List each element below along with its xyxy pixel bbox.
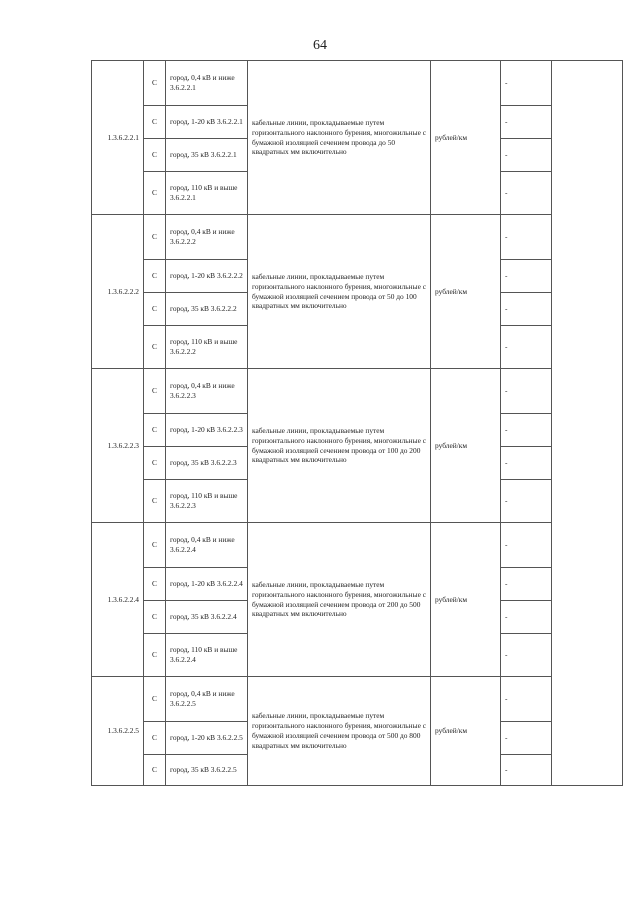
rate-value: - [501,326,552,369]
category-mark: С [144,568,166,601]
category-mark: С [144,293,166,326]
voltage-category: город, 1-20 кВ 3.6.2.2.1 [166,106,248,139]
rate-value: - [501,414,552,447]
rate-value: - [501,260,552,293]
rate-value: - [501,677,552,722]
category-mark: С [144,172,166,215]
category-mark: С [144,634,166,677]
page-number: 64 [313,38,327,53]
cable-description: кабельные линии, прокладываемые путем горизонтального наклонного бурения, многожильные с бумажной изоляцией сечением провода от 100 до 200 квадратных мм включительно [248,369,431,523]
rate-value: - [501,172,552,215]
category-mark: С [144,447,166,480]
cable-description: кабельные линии, прокладываемые путем горизонтального наклонного бурения, многожильные с бумажной изоляцией сечением провода от 50 до 100 квадратных мм включительно [248,215,431,369]
voltage-category: город, 110 кВ и выше 3.6.2.2.2 [166,326,248,369]
rate-value: - [501,755,552,786]
voltage-category: город, 0,4 кВ и ниже 3.6.2.2.5 [166,677,248,722]
rate-value: - [501,480,552,523]
rate-value: - [501,601,552,634]
voltage-category: город, 1-20 кВ 3.6.2.2.5 [166,722,248,755]
voltage-category: город, 35 кВ 3.6.2.2.4 [166,601,248,634]
category-mark: С [144,523,166,568]
category-mark: С [144,414,166,447]
category-mark: С [144,139,166,172]
category-mark: С [144,601,166,634]
row-code: 1.3.6.2.2.2 [92,215,144,369]
category-mark: С [144,677,166,722]
voltage-category: город, 35 кВ 3.6.2.2.1 [166,139,248,172]
voltage-category: город, 35 кВ 3.6.2.2.5 [166,755,248,786]
voltage-category: город, 110 кВ и выше 3.6.2.2.3 [166,480,248,523]
unit-of-measure: рублей/км [431,215,501,369]
rate-value: - [501,634,552,677]
row-code: 1.3.6.2.2.3 [92,369,144,523]
row-code: 1.3.6.2.2.1 [92,61,144,215]
cable-description: кабельные линии, прокладываемые путем горизонтального наклонного бурения, многожильные с бумажной изоляцией сечением провода от 500 до 800 квадратных мм включительно [248,677,431,786]
rate-value: - [501,722,552,755]
category-mark: С [144,755,166,786]
rate-value: - [501,106,552,139]
row-code: 1.3.6.2.2.5 [92,677,144,786]
category-mark: С [144,106,166,139]
category-mark: С [144,215,166,260]
table-row [92,677,623,722]
tariff-table-body [92,61,623,786]
voltage-category: город, 0,4 кВ и ниже 3.6.2.2.3 [166,369,248,414]
category-mark: С [144,369,166,414]
row-code: 1.3.6.2.2.4 [92,523,144,677]
voltage-category: город, 110 кВ и выше 3.6.2.2.1 [166,172,248,215]
voltage-category: город, 0,4 кВ и ниже 3.6.2.2.4 [166,523,248,568]
voltage-category: город, 1-20 кВ 3.6.2.2.4 [166,568,248,601]
voltage-category: город, 35 кВ 3.6.2.2.3 [166,447,248,480]
rate-value: - [501,61,552,106]
rate-value: - [501,139,552,172]
voltage-category: город, 0,4 кВ и ниже 3.6.2.2.2 [166,215,248,260]
tariff-table [91,60,623,786]
unit-of-measure: рублей/км [431,369,501,523]
cable-description: кабельные линии, прокладываемые путем горизонтального наклонного бурения, многожильные с бумажной изоляцией сечением провода от 200 до 500 квадратных мм включительно [248,523,431,677]
unit-of-measure: рублей/км [431,523,501,677]
category-mark: С [144,260,166,293]
voltage-category: город, 1-20 кВ 3.6.2.2.2 [166,260,248,293]
rate-value: - [501,523,552,568]
table-row [92,61,623,106]
rate-value: - [501,447,552,480]
empty-column [552,61,623,786]
rate-value: - [501,369,552,414]
unit-of-measure: рублей/км [431,677,501,786]
category-mark: С [144,61,166,106]
category-mark: С [144,722,166,755]
rate-value: - [501,215,552,260]
unit-of-measure: рублей/км [431,61,501,215]
voltage-category: город, 110 кВ и выше 3.6.2.2.4 [166,634,248,677]
category-mark: С [144,326,166,369]
cable-description: кабельные линии, прокладываемые путем горизонтального наклонного бурения, многожильные с бумажной изоляцией сечением провода до 50 квадратных мм включительно [248,61,431,215]
category-mark: С [144,480,166,523]
table-row [92,215,623,260]
table-row [92,369,623,414]
voltage-category: город, 35 кВ 3.6.2.2.2 [166,293,248,326]
table-row [92,523,623,568]
voltage-category: город, 1-20 кВ 3.6.2.2.3 [166,414,248,447]
voltage-category: город, 0,4 кВ и ниже 3.6.2.2.1 [166,61,248,106]
rate-value: - [501,568,552,601]
rate-value: - [501,293,552,326]
